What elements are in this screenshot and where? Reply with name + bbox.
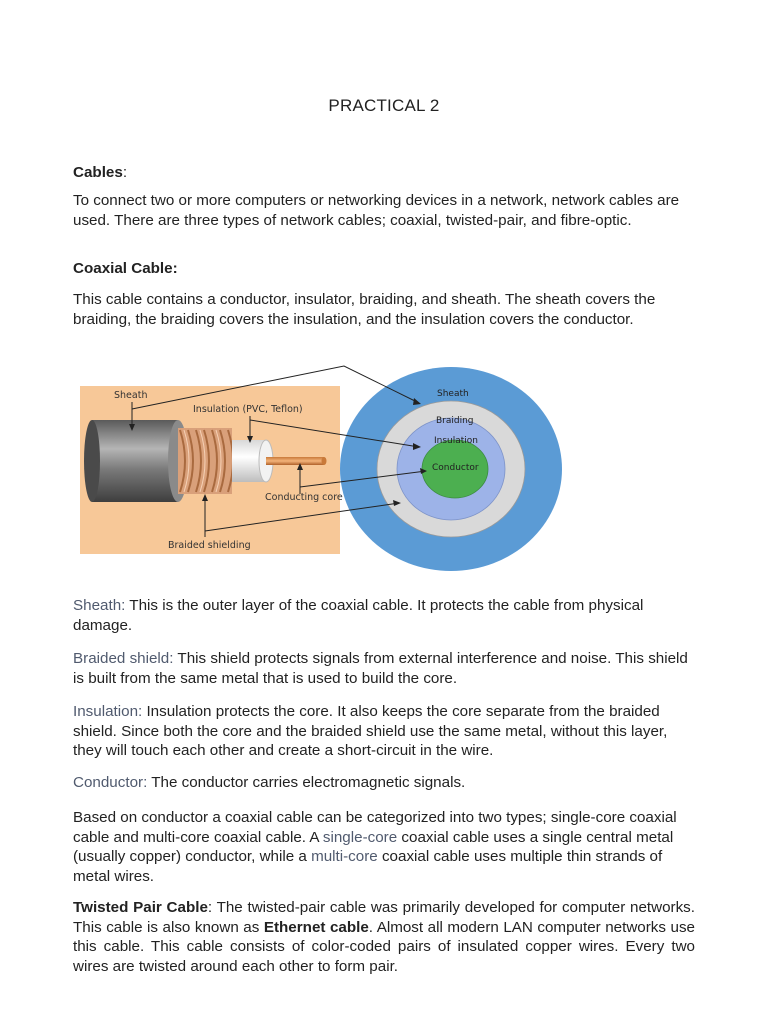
definition-insulation-term: Insulation: [73, 703, 143, 720]
definition-sheath-term: Sheath: [73, 597, 126, 614]
cable-braiding-illustration [178, 428, 233, 494]
definition-insulation [73, 702, 695, 761]
label-right-braiding: Braiding [436, 416, 474, 426]
definition-sheath-text: This is the outer layer of the coaxial cable. It protects the cable from physical damage. [73, 597, 644, 634]
twisted-pair-heading: Twisted Pair Cable [73, 899, 208, 916]
ethernet-cable-term: Ethernet cable [263, 918, 369, 936]
cables-heading: Cables [73, 164, 123, 181]
definition-braided-text: This shield protects signals from external interference and noise. This shield is built from the same metal that is used to build the core. [73, 650, 688, 687]
cables-paragraph: To connect two or more computers or networking devices in a network, network cables are used. There are three types of network cables; coaxial, twisted-pair, and fibre-optic. [73, 192, 680, 229]
cable-sheath-illustration [84, 420, 188, 502]
coaxial-paragraph: This cable contains a conductor, insulator, braiding, and sheath. The sheath covers the braiding, the braiding covers the insulation, and the insulation covers the conductor. [73, 291, 656, 328]
definition-sheath [73, 596, 695, 635]
single-core-term: single-core [322, 828, 398, 846]
twisted-pair-part2: . Almost all modern LAN computer networks use this cable. This cable consists of color-coded pairs of insulated copper wires. Every two wires are twisted around each other to form pair. [73, 918, 695, 975]
categories-part3: coaxial cable uses multiple thin strands of metal wires. [73, 848, 663, 885]
categories-paragraph [73, 808, 695, 886]
page-title: PRACTICAL 2 [328, 96, 440, 115]
definition-braided-shield [73, 649, 695, 688]
label-left-sheath: Sheath [114, 390, 148, 401]
twisted-pair-paragraph [73, 898, 695, 976]
label-left-conducting-core: Conducting core [265, 492, 343, 503]
label-left-insulation: Insulation (PVC, Teflon) [193, 404, 303, 415]
definition-insulation-text: Insulation protects the core. It also keeps the core separate from the braided shield. Since both the core and the braided shield use the same metal, without this layer, they will touch each other and create a short-circuit in the wire. [73, 703, 668, 759]
definition-conductor-term: Conductor: [73, 774, 148, 791]
label-left-braided-shielding: Braided shielding [168, 540, 251, 551]
twisted-pair-part1: : The twisted-pair cable was primarily developed for computer networks. This cable is also known as [73, 899, 695, 936]
categories-part1: Based on conductor a coaxial cable can be categorized into two types; single-core coaxial cable and multi-core coaxial cable. A [73, 809, 677, 846]
definition-conductor-text: The conductor carries electromagnetic signals. [147, 774, 466, 791]
label-right-sheath: Sheath [437, 389, 469, 399]
cable-core-illustration [266, 457, 327, 465]
coaxial-heading: Coaxial Cable: [73, 260, 178, 277]
cables-heading-colon: : [122, 164, 128, 181]
label-right-insulation: Insulation [434, 436, 479, 446]
definition-conductor [73, 773, 695, 793]
multi-core-term: multi-core [311, 848, 378, 865]
definition-braided-term: Braided shield: [73, 650, 174, 667]
categories-part2: coaxial cable uses a single central metal (usually copper) conductor, while a [73, 828, 674, 865]
label-right-conductor: Conductor [432, 463, 479, 473]
